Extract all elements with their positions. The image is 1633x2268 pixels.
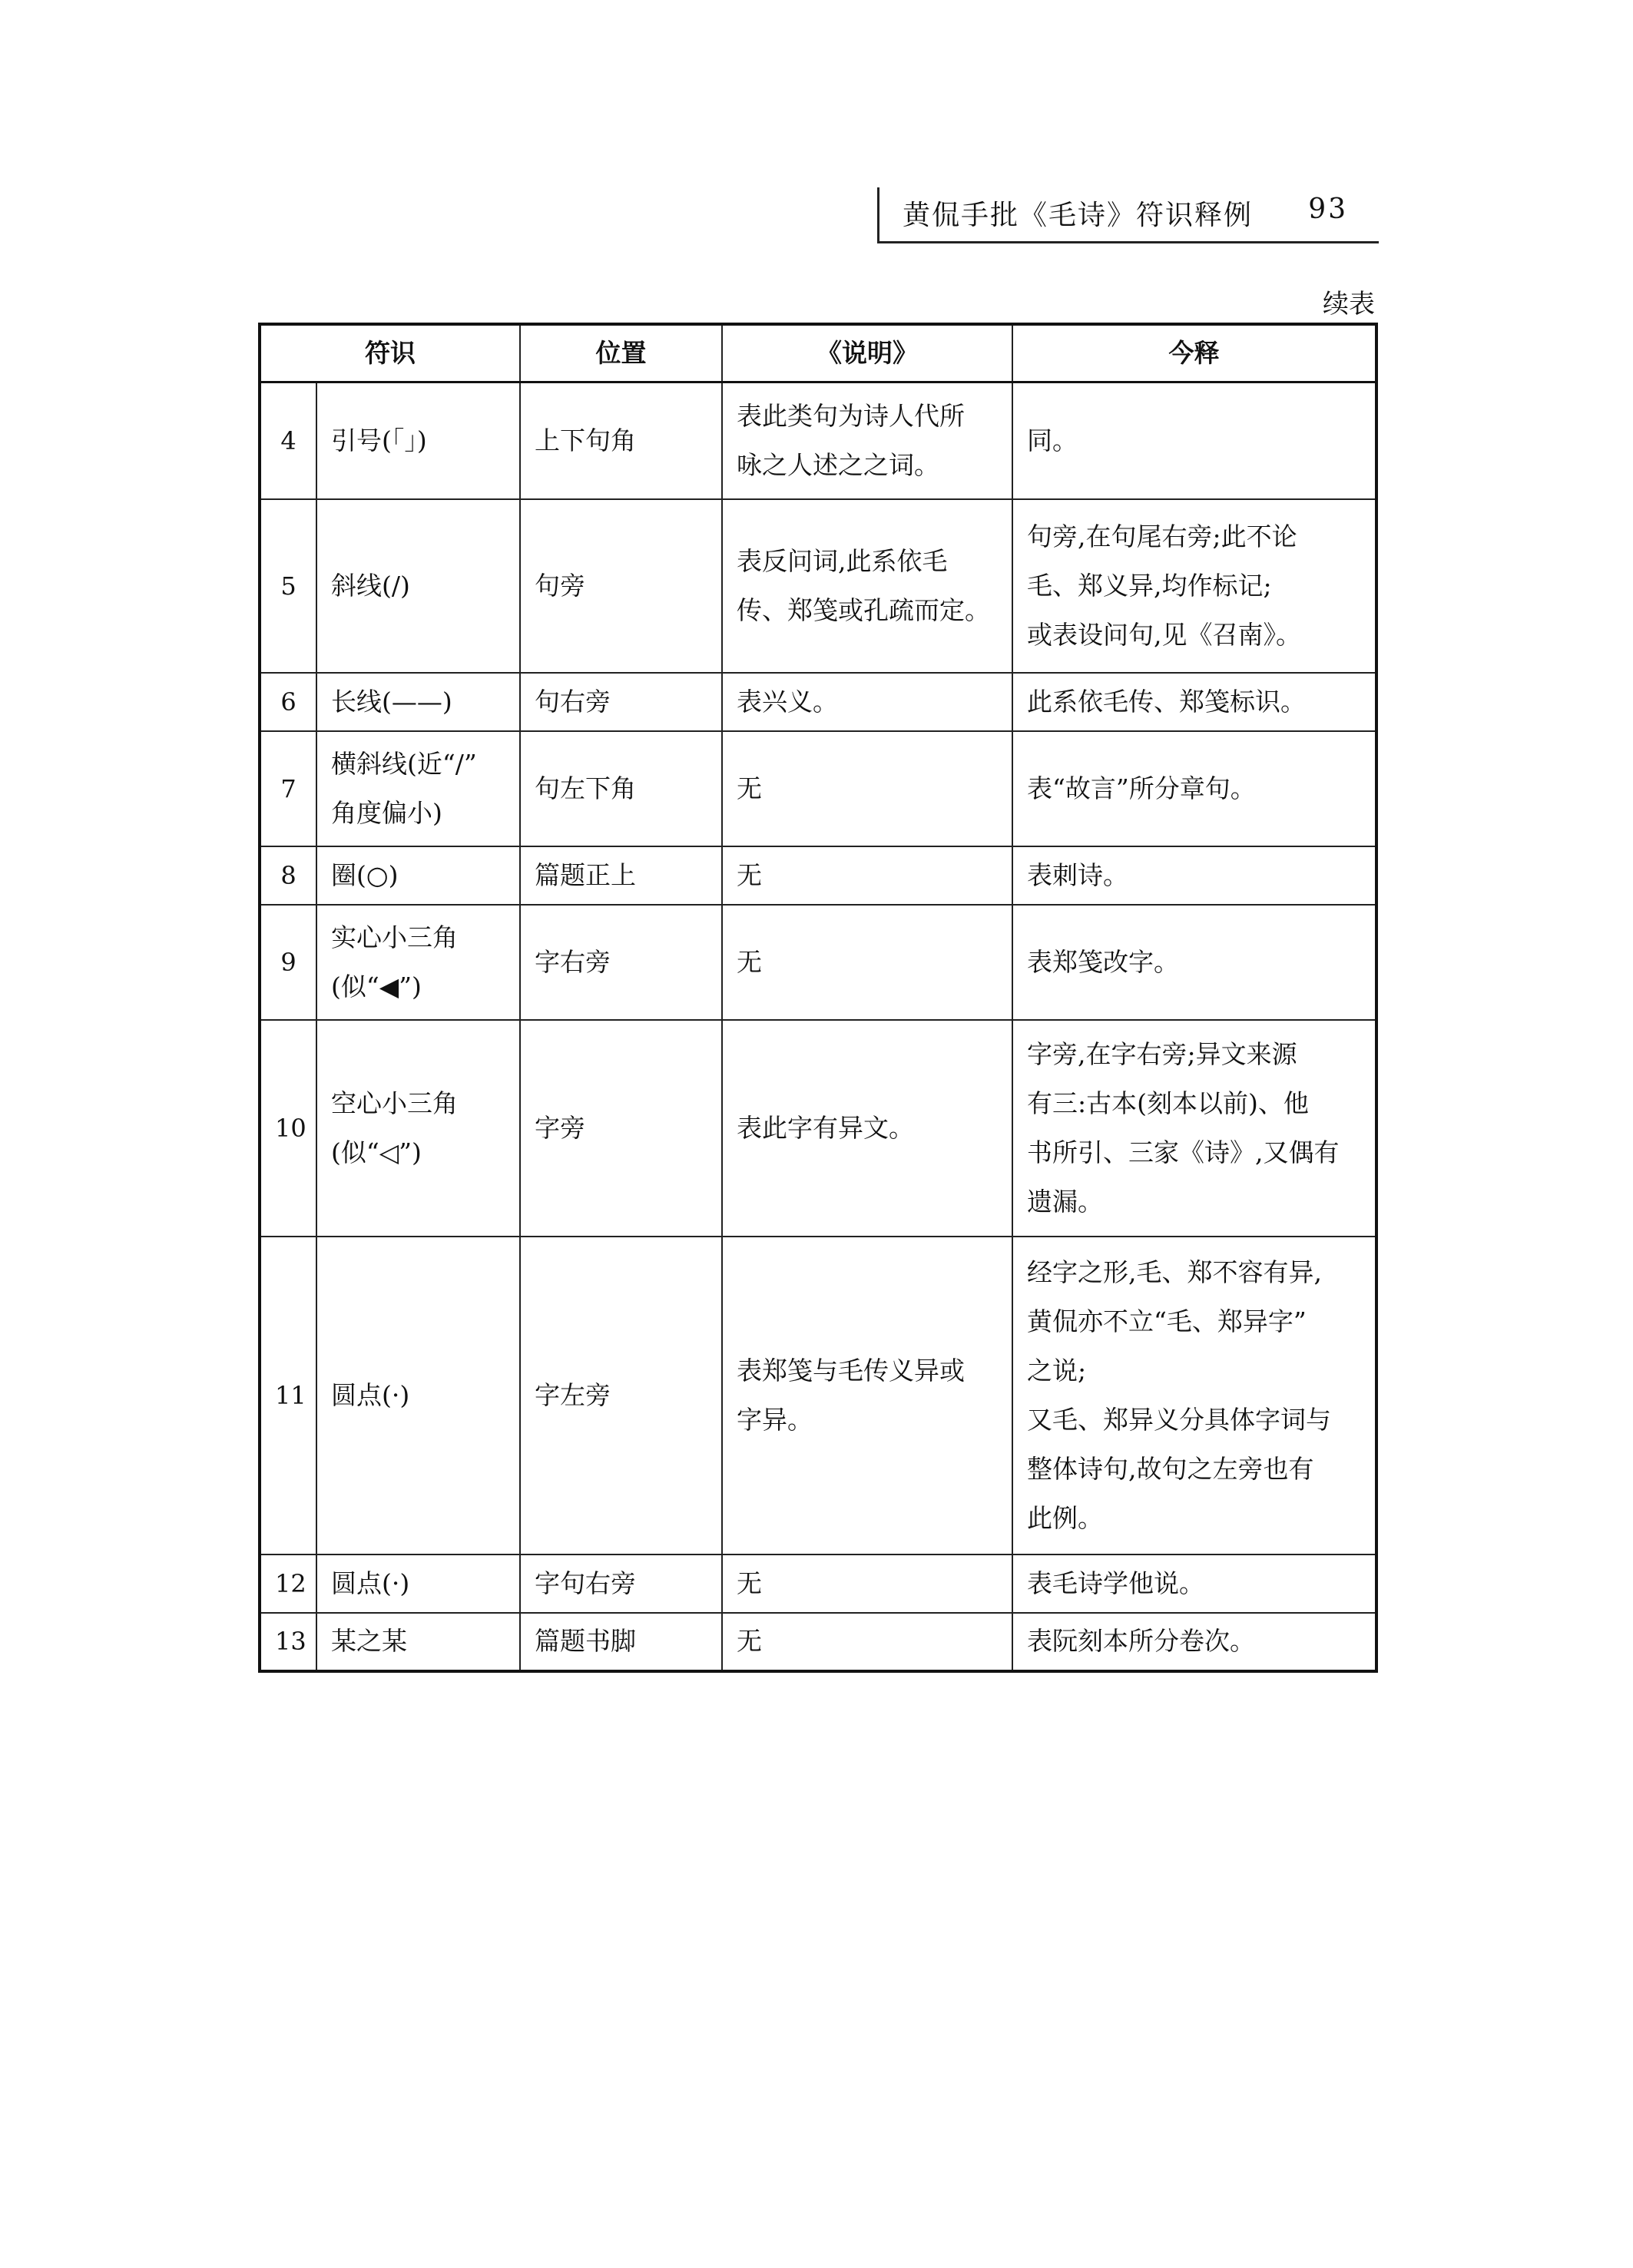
header-position: 位置	[520, 324, 722, 382]
position-cell: 上下句角	[535, 425, 636, 455]
modern-cell: 同。	[1027, 425, 1078, 455]
table-header-row	[260, 324, 1376, 382]
symbol-cell: 斜线(/)	[331, 570, 410, 601]
symbol-cell: 圆点(·)	[331, 1379, 410, 1410]
description-cell: 无	[737, 773, 762, 803]
position-cell: 篇题书脚	[535, 1626, 636, 1656]
row-number: 7	[260, 731, 316, 846]
table-row	[260, 905, 1376, 1020]
row-number: 5	[260, 499, 316, 673]
continuation-label: 续表	[1323, 289, 1375, 320]
row-number: 12	[260, 1554, 316, 1613]
row-number: 10	[260, 1020, 316, 1237]
description-cell: 表此字有异文。	[737, 1112, 914, 1143]
row-number: 11	[260, 1237, 316, 1554]
row-number: 6	[260, 673, 316, 731]
description-cell: 表兴义。	[737, 686, 838, 717]
row-number: 13	[260, 1613, 316, 1671]
row-number: 9	[260, 905, 316, 1020]
table-row	[260, 731, 1376, 846]
header-modern: 今释	[1012, 324, 1376, 382]
modern-cell: 字旁,在字右旁;异文来源 有三:古本(刻本以前)、他 书所引、三家《诗》,又偶有 遗漏。	[1027, 1038, 1340, 1217]
modern-cell: 句旁,在句尾右旁;此不论 毛、郑义异,均作标记; 或表设问句,见《召南》。	[1027, 521, 1301, 650]
modern-cell: 表毛诗学他说。	[1027, 1568, 1204, 1598]
row-number: 8	[260, 846, 316, 905]
symbol-cell: 圈(○)	[331, 859, 399, 890]
position-cell: 字左旁	[535, 1379, 611, 1410]
description-cell: 无	[737, 1626, 762, 1656]
table-row	[260, 499, 1376, 673]
description-cell: 无	[737, 946, 762, 977]
table-row	[260, 382, 1376, 499]
modern-cell: 经字之形,毛、郑不容有异, 黄侃亦不立“毛、郑异字” 之说; 又毛、郑异义分具体字词与 整体诗句,故句之左旁也有 此例。	[1027, 1257, 1331, 1533]
header-description: 《说明》	[722, 324, 1012, 382]
position-cell: 句左下角	[535, 773, 636, 803]
table-row	[260, 1613, 1376, 1671]
symbol-table	[258, 323, 1378, 1673]
running-title: 黄侃手批《毛诗》符识释例	[903, 200, 1254, 231]
symbol-cell: 实心小三角 (似“◀”)	[331, 922, 458, 1002]
table-row	[260, 1020, 1376, 1237]
symbol-cell: 横斜线(近“/” 角度偏小)	[331, 748, 477, 828]
table-row	[260, 1237, 1376, 1554]
modern-cell: 表郑笺改字。	[1027, 946, 1179, 977]
header-symbol: 符识	[260, 324, 520, 382]
position-cell: 字右旁	[535, 946, 611, 977]
symbol-cell: 空心小三角 (似“◁”)	[331, 1088, 458, 1167]
modern-cell: 表“故言”所分章句。	[1027, 773, 1256, 803]
modern-cell: 表刺诗。	[1027, 859, 1128, 890]
position-cell: 字旁	[535, 1112, 585, 1143]
position-cell: 字句右旁	[535, 1568, 636, 1598]
symbol-cell: 长线(——)	[331, 686, 452, 717]
page-number: 93	[1308, 194, 1348, 225]
table-row	[260, 1554, 1376, 1613]
running-header	[877, 187, 1379, 243]
modern-cell: 表阮刻本所分卷次。	[1027, 1626, 1255, 1656]
table-row	[260, 673, 1376, 731]
description-cell: 表此类句为诗人代所 咏之人述之之词。	[737, 400, 965, 480]
position-cell: 句旁	[535, 570, 585, 601]
row-number: 4	[260, 382, 316, 499]
description-cell: 表郑笺与毛传义异或 字异。	[737, 1355, 965, 1435]
description-cell: 无	[737, 1568, 762, 1598]
symbol-cell: 圆点(·)	[331, 1568, 410, 1598]
symbol-cell: 某之某	[331, 1626, 407, 1656]
table-row	[260, 846, 1376, 905]
description-cell: 表反问词,此系依毛 传、郑笺或孔疏而定。	[737, 545, 990, 625]
symbol-cell: 引号(「」)	[331, 425, 427, 455]
description-cell: 无	[737, 859, 762, 890]
position-cell: 篇题正上	[535, 859, 636, 890]
position-cell: 句右旁	[535, 686, 611, 717]
modern-cell: 此系依毛传、郑笺标识。	[1027, 686, 1306, 717]
